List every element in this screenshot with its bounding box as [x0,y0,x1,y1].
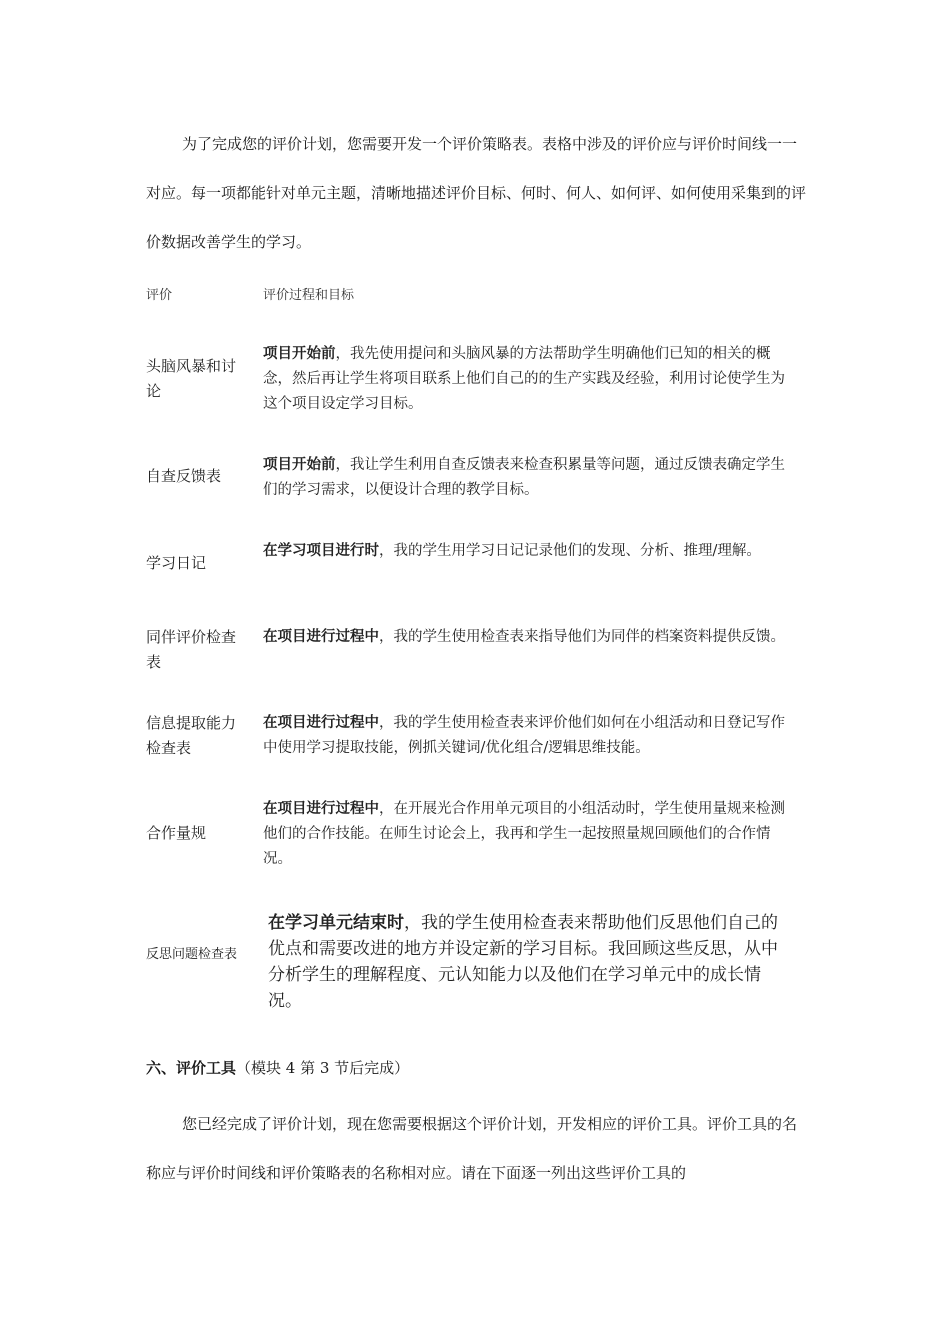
row-description [268,910,788,1014]
row-name: 头脑风暴和讨论 [146,357,237,400]
section-heading [146,1057,409,1078]
row-name: 反思问题检查表 [146,947,238,962]
row-name: 自查反馈表 [146,467,222,485]
row-text: ，我让学生利用自查反馈表来检查积累量等问题，通过反馈表确定学生们的学习需求，以便设计合理的教学目标。 [263,457,785,498]
row-text: ，在开展光合作用单元项目的小组活动时，学生使用量规来检测他们的合作技能。在师生讨论会上，我再和学生一起按照量规回顾他们的合作情况。 [263,801,785,867]
row-lead: 项目开始前 [263,457,336,473]
row-description [263,625,798,650]
row-lead: 项目开始前 [263,346,336,362]
section-note: （模块 4 第 3 节后完成） [236,1059,410,1077]
row-name: 同伴评价检查表 [146,628,237,671]
row-text: ，我的学生用学习日记记录他们的发现、分析、推理/理解。 [379,543,761,559]
row-name: 学习日记 [146,554,207,572]
table-header-row [146,280,810,310]
evaluation-strategy-table [146,280,810,1011]
row-name: 合作量规 [146,824,207,842]
outro-paragraph: 您已经完成了评价计划，现在您需要根据这个评价计划，开发相应的评价工具。评价工具的名称应与评价时间线和评价策略表的名称相对应。请在下面逐一列出这些评价工具的 [146,1115,798,1182]
row-description [263,711,798,761]
row-description [263,797,798,872]
row-description [263,539,798,564]
header-evaluation: 评价 [146,288,173,303]
row-description [263,342,798,417]
row-lead: 在项目进行过程中 [263,629,379,645]
row-text: ，我的学生使用检查表来指导他们为同伴的档案资料提供反馈。 [379,629,785,645]
row-name: 信息提取能力检查表 [146,714,237,757]
row-lead: 在项目进行过程中 [263,801,379,817]
header-process-and-goal: 评价过程和目标 [263,288,355,303]
row-text: ，我先使用提问和头脑风暴的方法帮助学生明确他们已知的相关的概念，然后再让学生将项目联系上他们自己的的生产实践及经验，利用讨论使学生为这个项目设定学习目标。 [263,346,785,412]
section-title: 六、评价工具 [146,1059,237,1077]
row-lead: 在学习项目进行时 [263,543,379,559]
row-lead: 在项目进行过程中 [263,715,379,731]
intro-paragraph: 为了完成您的评价计划，您需要开发一个评价策略表。表格中涉及的评价应与评价时间线一一对应。每一项都能针对单元主题，清晰地描述评价目标、何时、何人、如何评、如何使用采集到的评价数据改善学生的学习。 [146,135,807,251]
row-text: ，我的学生使用检查表来帮助他们反思他们自己的优点和需要改进的地方并设定新的学习目标。我回顾这些反思，从中分析学生的理解程度、元认知能力以及他们在学习单元中的成长情况。 [268,913,778,1011]
row-text: ，我的学生使用检查表来评价他们如何在小组活动和日登记写作中使用学习提取技能，例抓关键词/优化组合/逻辑思维技能。 [263,715,785,756]
row-lead: 在学习单元结束时 [268,913,404,933]
row-description [263,453,798,503]
